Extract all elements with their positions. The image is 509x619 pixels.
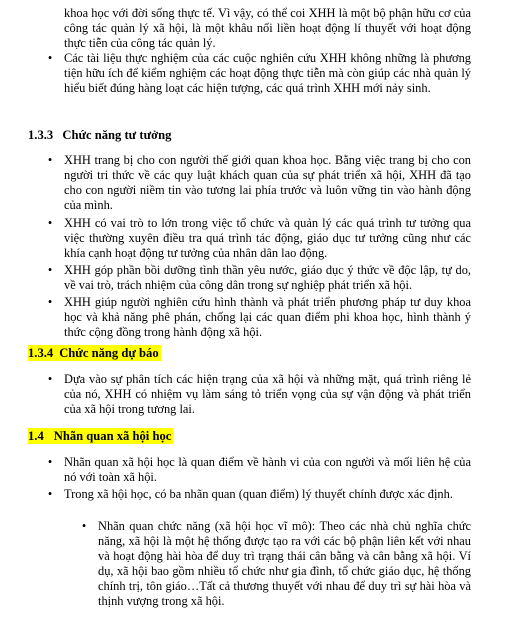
section-number: 1.3.3 [28, 128, 54, 142]
highlighted-heading [28, 345, 161, 361]
section-title: Nhãn quan xã hội học [53, 429, 172, 443]
section-title: Chức năng dự báo [59, 346, 159, 360]
continuation-paragraph: khoa học với đời sống thực tế. Vì vậy, có thể coi XHH là một bộ phận hữu cơ của công tác quản lý xã hội, là một khâu nối liền hoạt động lí thuyết với hoạt động thực tiễn của công tác quản lý. [64, 6, 471, 50]
list-item [0, 51, 509, 113]
section-heading-1-3-3 [28, 128, 171, 143]
section-number: 1.3.4 [28, 346, 54, 360]
bullet-icon [46, 153, 54, 168]
list-item-text: Trong xã hội học, có ba nhãn quan (quan điểm) lý thuyết chính được xác định. [64, 487, 453, 501]
list-item-text: Dựa vào sự phân tích các hiện trạng của xã hội và những mặt, quá trình riêng lẻ của nó, XHH có nhiệm vụ làm sáng tỏ triển vọng của sự vận động và phát triển của xã hội trong tương lai. [64, 372, 471, 416]
list-item-text: XHH góp phần bồi dưỡng tình thần yêu nước, giáo dục ý thức về độc lập, tự do, về vai trò, trách nhiệm của công dân trong sự nghiệp phát triển xã hội. [64, 263, 471, 292]
section-number: 1.4 [28, 429, 44, 443]
bullet-icon [46, 372, 54, 387]
sub-bullet-icon [80, 519, 88, 534]
sub-list-item-text: Nhãn quan chức năng (xã hội học vĩ mô): Theo các nhà chủ nghĩa chức năng, xã hội là một hệ thống được tạo ra với các bộ phận liên kết với nhau và hoạt động hài hòa để duy trì trạng thái cân bằng và cân bằng xã hội. Ví dụ, xã hội bao gồm nhiều tổ chức như gia đình, tổ chức giáo dục, hệ thống chính trị, tôn giáo…Tất cả thương thuyết với nhau để duy trì sự hài hòa và thịnh vượng trong xã hội. [98, 519, 471, 608]
list-item-text: XHH có vai trò to lớn trong việc tổ chức và quản lý các quá trình tư tưởng qua việc thường xuyên điều tra quá trình tác động, giáo dục tư tưởng cũng như các khía cạnh hoạt động tư tưởng của nhân dân lao động. [64, 216, 471, 260]
section-heading-1-4 [28, 429, 173, 444]
list-item-text: Nhãn quan xã hội học là quan điểm về hành vi của con người và mối liên hệ của nó với toàn xã hội. [64, 455, 471, 484]
bullet-icon [46, 263, 54, 278]
list-item-text: XHH trang bị cho con người thế giới quan khoa học. Bằng việc trang bị cho con người tri thức về các quy luật khách quan của sự phát triển xã hội, XHH đã tạo cho con người niềm tin vào tương lai phía trước và luôn vững tin vào hành động của mình. [64, 153, 471, 212]
list-item-text: XHH giúp người nghiên cứu hình thành và phát triển phương pháp tư duy khoa học và khả năng phê phán, chống lại các quan điểm phi khoa học, hình thành ý thức cộng đồng trong hành động xã hội. [64, 295, 471, 339]
bullet-icon [46, 487, 54, 502]
section-heading-1-3-4 [28, 346, 161, 361]
section-title: Chức năng tư tưởng [62, 128, 172, 142]
highlighted-heading [28, 428, 173, 444]
bullet-icon [46, 295, 54, 310]
bullet-icon [46, 51, 54, 66]
list-item-text: Các tài liệu thực nghiệm của các cuộc nghiên cứu XHH không những là phương tiện hữu ích để kiểm nghiệm các hoạt động thực tiễn mà còn giúp các nhà quản lý hiểu biết đúng hàng loạt các hiện tượng, các quá trình XHH mới nảy sinh. [64, 51, 471, 95]
bullet-icon [46, 455, 54, 470]
bullet-icon [46, 216, 54, 231]
